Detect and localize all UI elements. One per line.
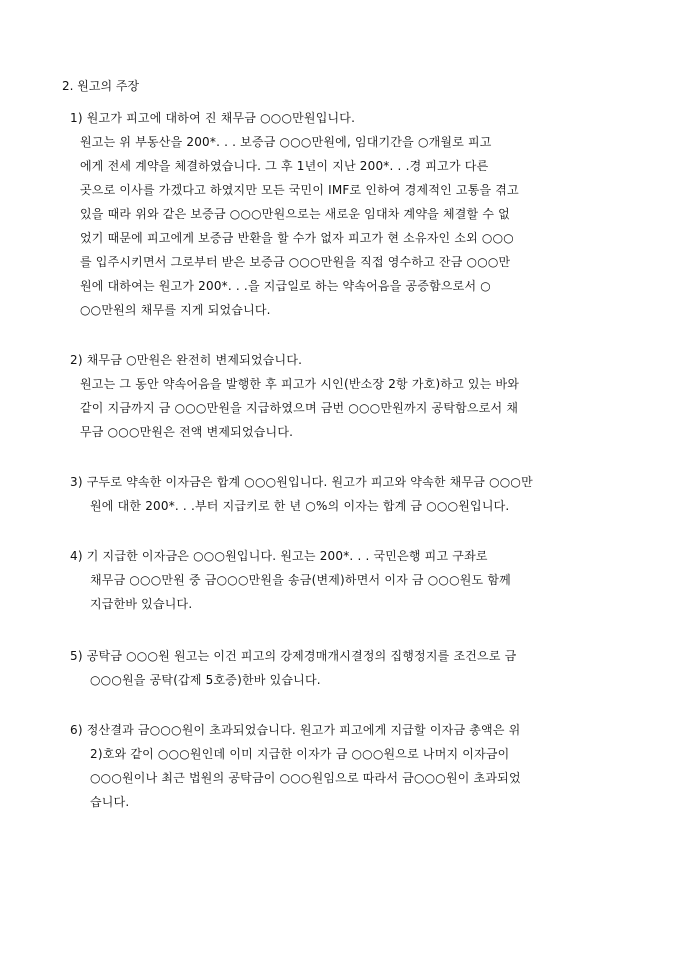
claim-4-line-1: 채무금 ○○○만원 중 금○○○만원을 송금(변제)하면서 이자 금 ○○○원도 함께 bbox=[90, 573, 511, 587]
claim-2-title: 2) 채무금 ○만원은 완전히 변제되었습니다. bbox=[70, 353, 303, 367]
claim-5-title: 5) 공탁금 ○○○원 원고는 이건 피고의 강제경매개시결정의 집행정지를 조건으로 금 bbox=[70, 649, 517, 663]
claim-2-line-1: 원고는 그 동안 약속어음을 발행한 후 피고가 시인(반소장 2항 가호)하고 있는 바와 bbox=[80, 377, 520, 391]
claim-1-line-2: 에게 전세 계약을 체결하였습니다. 그 후 1년이 지난 200*. . .경 피고가 다른 bbox=[80, 159, 489, 173]
claim-3-line-1: 원에 대한 200*. . .부터 지급키로 한 년 ○%의 이자는 합계 금 ○○○원입니다. bbox=[90, 499, 510, 513]
claim-2-line-2: 같이 지금까지 금 ○○○만원을 지급하였으며 금번 ○○○만원까지 공탁함으로서 채 bbox=[80, 401, 519, 415]
section-heading: 2. 원고의 주장 bbox=[62, 79, 140, 93]
claim-1-line-5: 었기 때문에 피고에게 보증금 반환을 할 수가 없자 피고가 현 소유자인 소외 ○○○ bbox=[80, 231, 514, 245]
claim-1-line-3: 곳으로 이사를 가겠다고 하였지만 모든 국민이 IMF로 인하여 경제적인 고통을 겪고 bbox=[80, 183, 519, 197]
claim-2-line-3: 무금 ○○○만원은 전액 변제되었습니다. bbox=[80, 425, 294, 439]
claim-6-line-2: ○○○원이나 최근 법원의 공탁금이 ○○○원임으로 따라서 금○○○원이 초과되었 bbox=[90, 771, 521, 785]
claim-4-title: 4) 기 지급한 이자금은 ○○○원입니다. 원고는 200*. . . 국민은행 피고 구좌로 bbox=[70, 549, 488, 563]
claim-1-line-7: 원에 대하여는 원고가 200*. . .을 지급일로 하는 약속어음을 공증함으로서 ○ bbox=[80, 279, 491, 293]
claim-5-line-1: ○○○원을 공탁(갑제 5호증)한바 있습니다. bbox=[90, 673, 321, 687]
claim-4-line-2: 지급한바 있습니다. bbox=[90, 597, 193, 611]
claim-1-line-4: 있을 때라 위와 같은 보증금 ○○○만원으로는 새로운 임대차 계약을 체결할 수 없 bbox=[80, 207, 510, 221]
claim-6-line-3: 습니다. bbox=[90, 795, 130, 809]
claim-3-title: 3) 구두로 약속한 이자금은 합계 ○○○원입니다. 원고가 피고와 약속한 채무금 ○○○만 bbox=[70, 475, 533, 489]
claim-1-line-1: 원고는 위 부동산을 200*. . . 보증금 ○○○만원에, 임대기간을 ○개월로 피고 bbox=[80, 135, 492, 149]
claim-1-line-8: ○○만원의 채무를 지게 되었습니다. bbox=[80, 303, 271, 317]
claim-6-title: 6) 정산결과 금○○○원이 초과되었습니다. 원고가 피고에게 지급할 이자금 총액은 위 bbox=[70, 723, 521, 737]
claim-1-line-6: 를 입주시키면서 그로부터 받은 보증금 ○○○만원을 직접 영수하고 잔금 ○○○만 bbox=[80, 255, 511, 269]
claim-1-title: 1) 원고가 피고에 대하여 진 채무금 ○○○만원입니다. bbox=[70, 111, 356, 125]
claim-6-line-1: 2)호와 같이 ○○○원인데 이미 지급한 이자가 금 ○○○원으로 나머지 이자금이 bbox=[90, 747, 510, 761]
